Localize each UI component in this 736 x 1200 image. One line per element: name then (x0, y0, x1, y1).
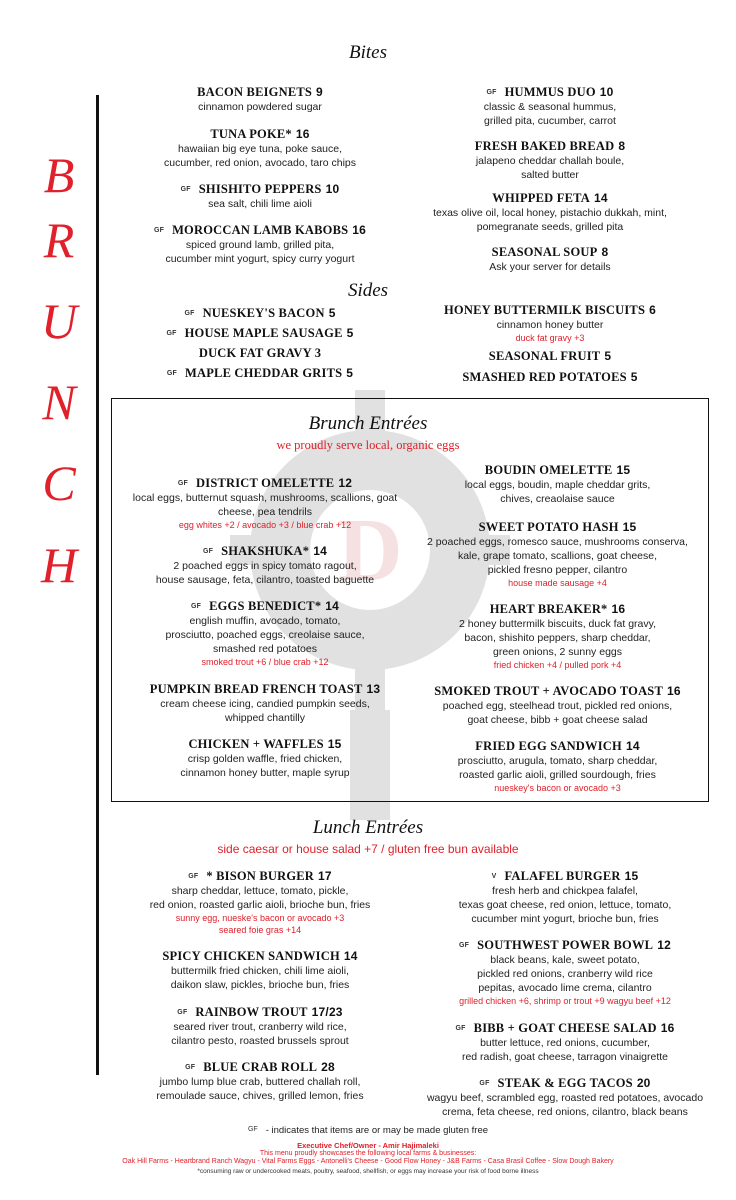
brunch-letter-u: U (40, 293, 78, 349)
gf-icon: GF (479, 1080, 490, 1087)
lunch-item: GF BIBB + GOAT CHEESE SALAD 16 butter lettuce, red onions, cucumber, red radish, goat cheese, tarragon vinaigrette (455, 1021, 675, 1063)
lunch-item: GF BLUE CRAB ROLL 28 jumbo lump blue crab, buttered challah roll, remoulade sauce, chives, grilled lemon, fries (156, 1060, 364, 1102)
consumption-warning: *consuming raw or undercooked meats, poultry, seafood, shellfish, or eggs may increase your risk of food borne illness (197, 1168, 539, 1175)
side-item: DUCK FAT GRAVY 3 (198, 346, 322, 360)
brunch-item: GF SHAKSHUKA* 14 2 poached eggs in spicy tomato ragout, house sausage, feta, cilantro, toasted baguette (155, 544, 375, 586)
lunch-item: SPICY CHICKEN SANDWICH 14 buttermilk fried chicken, chili lime aioli, daikon slaw, pickles, brioche bun, fries (162, 949, 358, 991)
bites-item: FRESH BAKED BREAD 8 jalapeno cheddar challah boule, salted butter (474, 139, 626, 181)
lunch-subtitle: side caesar or house salad +7 / gluten free bun available (217, 842, 519, 856)
gf-icon: GF (166, 370, 177, 377)
brunch-entrees-title: Brunch Entrées (308, 413, 428, 434)
gf-icon: GF (185, 1064, 196, 1071)
side-item: SEASONAL FRUIT 5 (488, 349, 612, 363)
brunch-item: FRIED EGG SANDWICH 14 prosciutto, arugula, tomato, sharp cheddar, roasted garlic aioli, grilled sourdough, fries nueskey's bacon or avocado +3 (457, 739, 658, 793)
brunch-item: SMOKED TROUT + AVOCADO TOAST 16 poached egg, steelhead trout, pickled red onions, goat cheese, bibb + goat cheese salad (434, 684, 681, 726)
brunch-subtitle: we proudly serve local, organic eggs (276, 438, 460, 452)
brunch-item: CHICKEN + WAFFLES 15 crisp golden waffle, fried chicken, cinnamon honey butter, maple syrup (180, 737, 350, 779)
bites-item: WHIPPED FETA 14 texas olive oil, local honey, pistachio dukkah, mint, pomegranate seeds, grilled pita (433, 191, 667, 233)
gf-icon: GF (177, 480, 189, 487)
bites-item: TUNA POKE* 16 hawaiian big eye tuna, poke sauce, cucumber, red onion, avocado, taro chips (163, 127, 357, 169)
brunch-letter-h: H (40, 537, 78, 593)
side-item: SMASHED RED POTATOES 5 (462, 370, 638, 384)
brunch-item: BOUDIN OMELETTE 15 local eggs, boudin, maple cheddar grits, chives, creaolaise sauce (464, 463, 651, 505)
bites-item: GF SHISHITO PEPPERS 10 sea salt, chili lime aioli (180, 182, 340, 210)
svg-text:D: D (337, 501, 403, 600)
vertical-divider (96, 95, 99, 1075)
showcase-note: This menu proudly showcases the following local farms & businesses: (259, 1150, 477, 1157)
farms-list: Oak Hill Farms - Heartbrand Ranch Wagyu - Vital Farms Eggs - Antonelli's Cheese - Good Flow Honey - J&B Farms - Casa Brasil Coffee - Slow Dough Bakery (122, 1158, 614, 1165)
gf-legend: $^{GF}$ - indicates that items are or may be made gluten free (247, 1125, 489, 1136)
brunch-item: GF EGGS BENEDICT* 14 english muffin, avocado, tomato, prosciutto, poached eggs, creolaise sauce, smashed red potatoes smoked trout +6 / blue crab +12 (165, 599, 365, 667)
gf-icon: GF (486, 89, 497, 96)
lunch-item: GF RAINBOW TROUT 17/23 seared river trout, cranberry wild rice, cilantro pesto, roasted brussels sprout (171, 1005, 349, 1047)
gf-icon: GF (190, 603, 202, 610)
side-item: GF NUESKEY'S BACON 5 (184, 306, 336, 320)
side-item: GF HOUSE MAPLE SAUSAGE 5 (166, 326, 354, 340)
gf-icon: GF (202, 548, 214, 555)
lunch-entrees-title: Lunch Entrées (312, 817, 424, 838)
gf-icon: GF (188, 873, 199, 880)
gf-icon: GF (177, 1009, 188, 1016)
brunch-item: HEART BREAKER* 16 2 honey buttermilk biscuits, duck fat gravy, bacon, shishito peppers, sharp cheddar, green onions, 2 sunny eggs fried chicken +4 / pulled pork +4 (458, 602, 657, 670)
lunch-item: GF STEAK & EGG TACOS 20 wagyu beef, scrambled egg, roasted red potatoes, avocado crema, feta cheese, red onions, cilantro, black beans (426, 1076, 704, 1118)
sides-title: Sides (347, 280, 389, 301)
lunch-item: V FALAFEL BURGER 15 fresh herb and chickpea falafel, texas goat cheese, red onion, lettuce, tomato, cucumber mint yogurt, brioche bun, fries (458, 869, 672, 925)
gf-icon: GF (459, 942, 470, 949)
bites-item: BACON BEIGNETS 9 cinnamon powdered sugar (197, 85, 323, 113)
brunch-letter-n: N (42, 374, 76, 430)
gf-icon: GF (184, 310, 195, 317)
brunch-letter-b: B (43, 147, 75, 203)
gf-icon: GF (153, 227, 165, 234)
bites-item: GF MOROCCAN LAMB KABOBS 16 spiced ground lamb, grilled pita, cucumber mint yogurt, spicy curry yogurt (153, 223, 367, 265)
gf-icon: GF (166, 330, 177, 337)
gf-icon: GF (455, 1025, 466, 1032)
bites-title: Bites (349, 42, 387, 63)
bites-item: GF HUMMUS DUO 10 classic & seasonal hummus, grilled pita, cucumber, carrot (483, 85, 617, 127)
side-item: HONEY BUTTERMILK BISCUITS 6 cinnamon honey butter duck fat gravy +3 (444, 303, 656, 343)
brunch-item: SWEET POTATO HASH 15 2 poached eggs, romesco sauce, mushrooms conserva, kale, grape tomato, scallions, goat cheese, pickled fresno pepper, cilantro house made sausage +4 (427, 520, 688, 588)
lunch-item: GF SOUTHWEST POWER BOWL 12 black beans, kale, sweet potato, pickled red onions, cranberry wild rice pepitas, avocado lime crema, cilantro grilled chicken +6, shrimp or trout +9 wagyu beef +12 (459, 938, 671, 1006)
brunch-letter-r: R (43, 212, 75, 268)
brunch-item: PUMPKIN BREAD FRENCH TOAST 13 cream cheese icing, candied pumpkin seeds, whipped chantilly (149, 682, 381, 724)
gf-icon: GF (247, 1126, 258, 1133)
brunch-item: GF DISTRICT OMELETTE 12 local eggs, butternut squash, mushrooms, scallions, goat cheese, pea tendrils egg whites +2 / avocado +3 / blue crab +12 (132, 476, 398, 530)
gf-icon: GF (180, 186, 191, 193)
chef-credit: Executive Chef/Owner - Amir Hajimaleki (297, 1141, 439, 1150)
lunch-item: GF * BISON BURGER 17 sharp cheddar, lettuce, tomato, pickle, red onion, roasted garlic aioli, brioche bun, fries sunny egg, nueske's bacon or avocado +3 seared foie gras +14 (149, 869, 371, 935)
side-item: GF MAPLE CHEDDAR GRITS 5 (166, 366, 354, 380)
bites-item: SEASONAL SOUP 8 Ask your server for details (489, 245, 611, 273)
vegetarian-icon: V (491, 873, 497, 880)
brunch-letter-c: C (42, 455, 76, 511)
